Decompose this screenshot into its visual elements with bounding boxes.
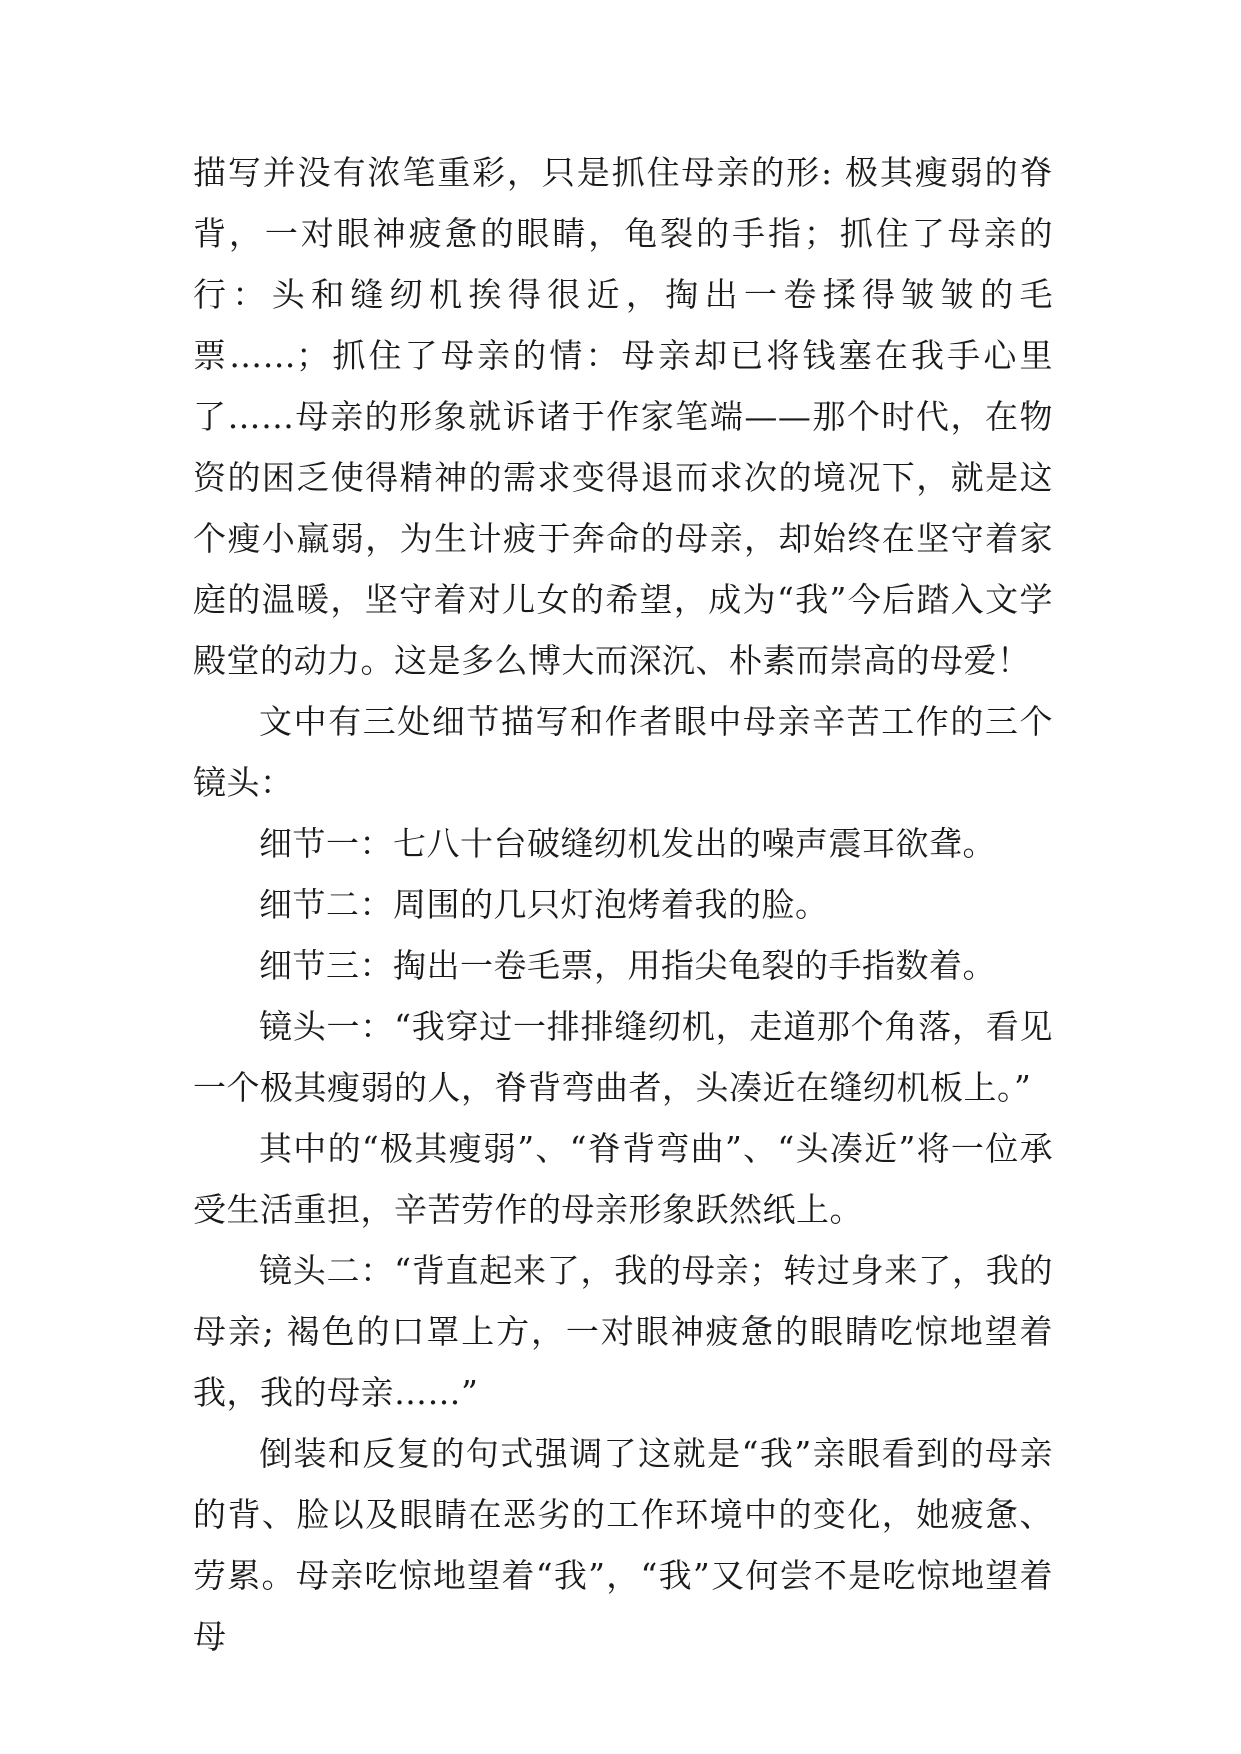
paragraph-shot-two: 镜头二：“背直起来了，我的母亲；转过身来了，我的母亲; 褐色的口罩上方，一对眼神疲惫的眼睛吃惊地望着我，我的母亲……” (193, 1251, 1053, 1412)
paragraph-intro-details: 文中有三处细节描写和作者眼中母亲辛苦工作的三个镜头： (193, 702, 1053, 802)
paragraph-detail-three: 细节三：掏出一卷毛票，用指尖龟裂的手指数着。 (259, 946, 996, 985)
paragraph-shot-one-analysis: 其中的“极其瘦弱”、“脊背弯曲”、“头凑近”将一位承受生活重担，辛苦劳作的母亲形象跃然纸上。 (193, 1129, 1053, 1229)
paragraph-detail-one: 细节一：七八十台破缝纫机发出的噪声震耳欲聋。 (259, 824, 996, 863)
paragraph-shot-one: 镜头一：“我穿过一排排缝纫机，走道那个角落，看见一个极其瘦弱的人，脊背弯曲者，头凑近在缝纫机板上。” (193, 1007, 1053, 1107)
document-body (193, 142, 1053, 1667)
paragraph-mother-portrait: 描写并没有浓笔重彩，只是抓住母亲的形: 极其瘦弱的脊背，一对眼神疲惫的眼睛，龟裂的手指；抓住了母亲的行：头和缝纫机挨得很近，掏出一卷揉得皱皱的毛票……；抓住了母亲的情：母亲却已将钱塞在我手心里了……母亲的形象就诉诸于作家笔端——那个时代，在物资的困乏使得精神的需求变得退而求次的境况下，就是这个瘦小羸弱，为生计疲于奔命的母亲，却始终在坚守着家庭的温暖，坚守着对儿女的希望，成为“我”今后踏入文学殿堂的动力。这是多么博大而深沉、朴素而崇高的母爱！ (193, 153, 1053, 680)
paragraph-shot-two-analysis: 倒装和反复的句式强调了这就是“我”亲眼看到的母亲的背、脸以及眼睛在恶劣的工作环境中的变化，她疲惫、劳累。母亲吃惊地望着“我”，“我”又何尝不是吃惊地望着母 (193, 1434, 1053, 1656)
paragraph-detail-two: 细节二：周围的几只灯泡烤着我的脸。 (259, 885, 829, 924)
